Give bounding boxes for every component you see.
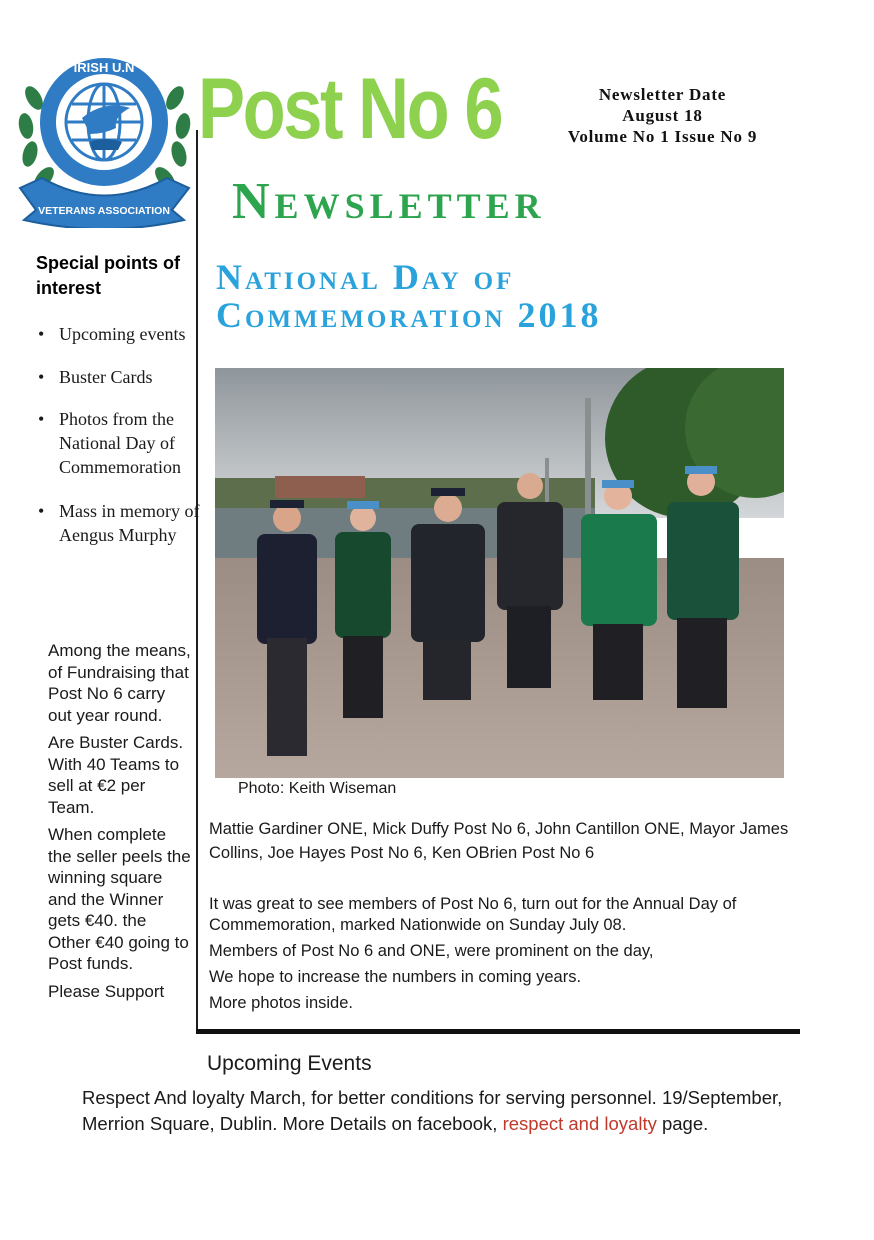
upcoming-events-text <box>82 1085 802 1137</box>
fundraising-paragraph: Among the means, of Fundraising that Post No 6 carry out year round. <box>48 641 191 725</box>
article-paragraph: More photos inside. <box>209 994 353 1012</box>
article-heading: National Day of Commemoration 2018 <box>216 257 602 335</box>
commemoration-photo <box>215 368 784 778</box>
irish-un-veterans-logo <box>12 38 197 228</box>
newsletter-heading: Newsletter <box>232 173 546 230</box>
fundraising-paragraph: Are Buster Cards. With 40 Teams to sell at €2 per Team. <box>48 733 184 817</box>
special-points-heading: Special points of interest <box>36 253 181 298</box>
date-value: August 18 <box>622 106 703 125</box>
events-text-end: page. <box>656 1113 709 1134</box>
masthead-title: Post No 6 <box>198 61 502 157</box>
photo-caption: Mattie Gardiner ONE, Mick Duffy Post No 6, John Cantillon ONE, Mayor James Collins, Joe Hayes Post No 6, Ken OBrien Post No 6 <box>209 820 789 862</box>
events-text-start: Respect And loyalty March, for better conditions for serving personnel. 19/September, Merrion Square, Dublin. More Details on facebook, <box>82 1087 783 1134</box>
fundraising-paragraph: When complete the seller peels the winning square and the Winner gets €40. the Other €40 going to Post funds. <box>48 825 191 973</box>
article-body <box>209 894 809 1019</box>
photo-credit: Photo: Keith Wiseman <box>238 780 397 797</box>
fundraising-text <box>48 640 193 1008</box>
volume-issue: Volume No 1 Issue No 9 <box>567 127 758 146</box>
logo-top-text: IRISH U.N <box>73 60 135 75</box>
horizontal-divider <box>196 1029 800 1034</box>
logo-bottom-text: VETERANS ASSOCIATION <box>38 205 170 217</box>
article-paragraph: We hope to increase the numbers in coming years. <box>209 968 582 986</box>
upcoming-events-heading: Upcoming Events <box>207 1052 372 1075</box>
date-label: Newsletter Date <box>598 85 727 104</box>
fundraising-paragraph: Please Support <box>48 981 165 1001</box>
list-item: • Photos from the National Day of Commemoration <box>34 407 204 479</box>
list-item: • Mass in memory of Aengus Murphy <box>34 499 204 547</box>
facebook-page-link[interactable]: respect and loyalty <box>502 1113 657 1134</box>
article-paragraph: Members of Post No 6 and ONE, were prominent on the day, <box>209 942 654 960</box>
newsletter-date-block <box>540 84 785 147</box>
special-points-list <box>34 322 204 547</box>
list-item: • Buster Cards <box>34 365 204 389</box>
article-paragraph: It was great to see members of Post No 6, turn out for the Annual Day of Commemoration, marked Nationwide on Sunday July 08. <box>209 895 737 934</box>
list-item: • Upcoming events <box>34 322 204 346</box>
